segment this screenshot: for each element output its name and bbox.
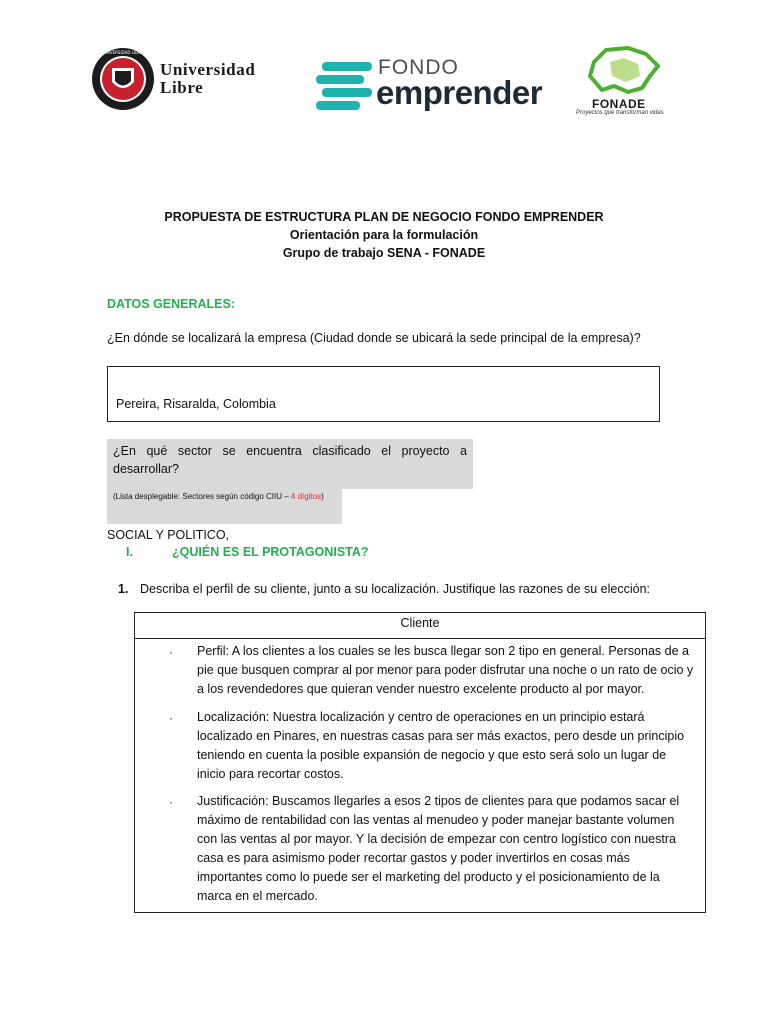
title-line-3: Grupo de trabajo SENA - FONADE: [282, 246, 486, 260]
location-question: ¿En dónde se localizará la empresa (Ciudad donde se ubicará la sede principal de la empresa)?: [107, 331, 641, 345]
sector-value: SOCIAL Y POLITICO,: [107, 528, 230, 542]
universidad-libre-logo: [90, 46, 290, 112]
client-table: [134, 612, 706, 913]
client-item-justificacion: Justificación: Buscamos llegarles a esos 2 tipos de clientes para que podamos sacar el máximo de rentabilidad con las ventas al menudeo y poder manejar bastante volumen con las ventas al por mayor. Y la decisión de empezar con centro logístico con nuestra casa es para asimismo poder recortar gastos y poder invertirlos en cosas más importantes como lo puede ser el marketing del producto y el posicionamiento de la marca en el mercado.: [197, 794, 680, 903]
universidad-libre-seal-icon: [90, 46, 156, 112]
datos-generales-heading: DATOS GENERALES:: [107, 297, 236, 311]
document-title: [0, 208, 768, 262]
question-1: [118, 582, 650, 596]
client-item-bullet: ·: [169, 645, 173, 659]
sector-note-box: [107, 489, 342, 524]
universidad-libre-line1: Universidad: [160, 60, 256, 79]
section-i-heading: [126, 545, 369, 559]
client-item-localizacion: Localización: Nuestra localización y centro de operaciones en un principio estará localizado en Pinares, en nuestras casas para ser más exactos, pero desde un principio teniendo en cuenta la posible expansión de negocio y que esto será solo un lugar de inicio para recortar costos.: [197, 710, 685, 781]
fonade-logo: [570, 44, 680, 120]
sector-note: [113, 490, 343, 503]
sector-note-red: 4 dígitos: [290, 492, 322, 501]
title-line-1: PROPUESTA DE ESTRUCTURA PLAN DE NEGOCIO FONDO EMPRENDER: [164, 210, 604, 224]
fondo-emprender-top-text: FONDO: [378, 56, 459, 79]
fonade-name: FONADE: [592, 97, 646, 111]
client-item-bullet: ·: [169, 711, 173, 725]
question-1-text: Describa el perfil de su cliente, junto a su localización. Justifique las razones de su elección:: [140, 582, 650, 596]
section-i-numeral: I.: [126, 545, 133, 559]
section-i-title: ¿QUIÉN ES EL PROTAGONISTA?: [172, 545, 369, 559]
sector-question-box: [107, 439, 473, 489]
fonade-tagline: Proyectos que transforman vidas: [576, 110, 664, 116]
svg-text:UNIVERSIDAD LIBRE: UNIVERSIDAD LIBRE: [102, 50, 144, 55]
client-table-header: Cliente: [135, 613, 705, 639]
location-answer: Pereira, Risaralda, Colombia: [116, 397, 276, 411]
client-item-bullet: ·: [169, 795, 173, 809]
question-1-number: 1.: [118, 582, 129, 596]
title-line-2: Orientación para la formulación: [289, 228, 479, 242]
sector-note-pre: (Lista desplegable: Sectores según código CIIU –: [113, 492, 291, 501]
client-item-perfil: Perfil: A los clientes a los cuales se les busca llegar son 2 tipo en general. Personas de a pie que busquen comprar al por menor para poder disfrutar una noche o un rato de ocio y a los revendedores que quieran vender nuestro excelente producto al por mayor.: [197, 644, 694, 696]
fonade-map-icon: [584, 46, 664, 94]
location-answer-box[interactable]: [107, 366, 660, 422]
fondo-emprender-mark-icon: [316, 62, 372, 110]
sector-question: ¿En qué sector se encuentra clasificado el proyecto a desarrollar?: [113, 444, 467, 476]
fondo-emprender-main-text: emprender: [376, 74, 543, 111]
fondo-emprender-logo: [316, 56, 543, 118]
sector-note-post: ): [321, 492, 324, 501]
universidad-libre-line2: Libre: [160, 78, 204, 97]
